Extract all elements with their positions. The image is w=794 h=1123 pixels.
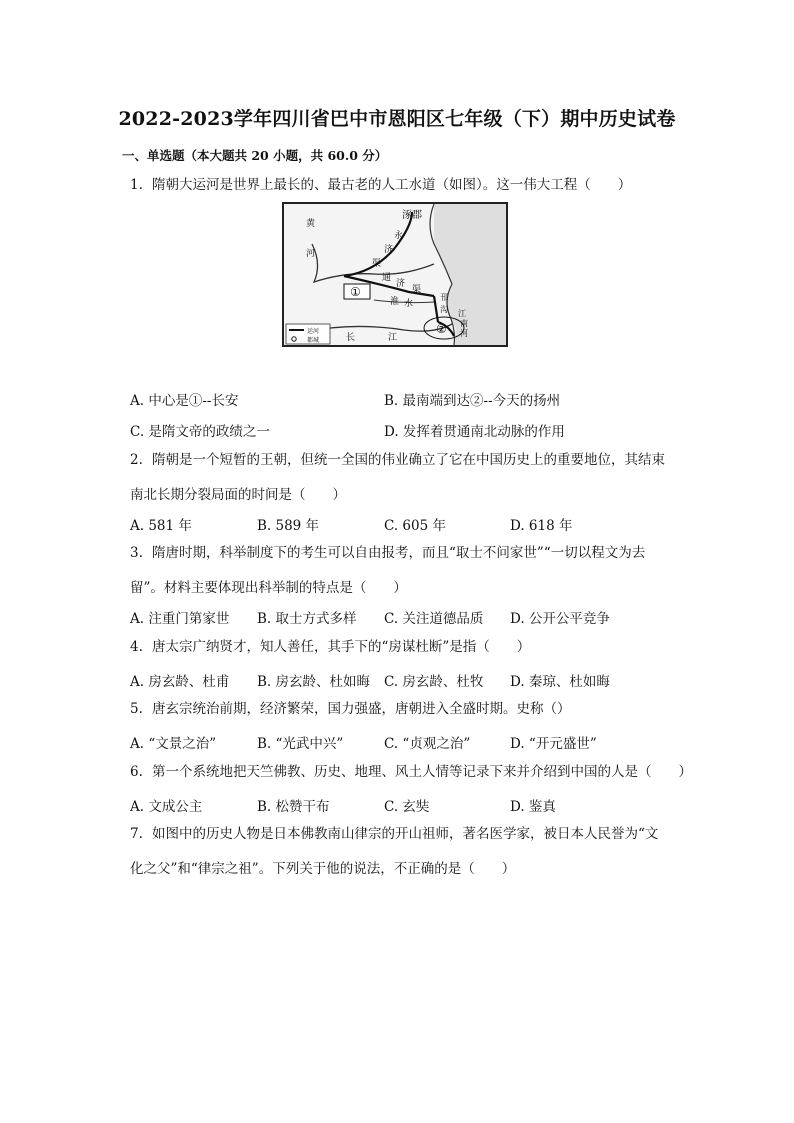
label-shui: 水	[404, 299, 414, 309]
question-number: 6.	[130, 764, 143, 780]
question-text: 隋唐时期，科举制度下的考生可以自由报考，而且“取士不问家世”“一切以程文为去	[152, 545, 646, 561]
option-3a[interactable]: A. 注重门第家世	[130, 611, 230, 627]
question-3-line-2: 留”。材料主要体现出科举制的特点是（ ）	[130, 580, 407, 596]
question-7	[130, 826, 658, 842]
option-4a[interactable]: A. 房玄龄、杜甫	[130, 674, 230, 690]
legend-canal-label: 运河	[307, 328, 320, 335]
question-number: 2.	[130, 452, 143, 468]
label-jiangnan-nan: 南	[460, 319, 468, 328]
label-jiang: 江	[388, 333, 398, 343]
label-huang: 黄	[306, 219, 316, 229]
option-4b[interactable]: B. 房玄龄、杜如晦	[257, 674, 371, 690]
grand-canal-map	[282, 202, 508, 347]
label-huai: 淮	[390, 297, 400, 307]
question-number: 4.	[130, 639, 143, 655]
option-5c[interactable]: C. “贞观之治”	[384, 736, 471, 752]
label-gou: 沟	[440, 305, 448, 314]
question-2	[130, 452, 665, 468]
label-jiangnan-jiang: 江	[458, 309, 466, 318]
label-chang: 长	[346, 333, 356, 343]
label-zhuojun: 涿郡	[402, 210, 422, 221]
label-he: 河	[306, 249, 316, 259]
label-han: 邗	[440, 293, 448, 302]
question-text: 如图中的历史人物是日本佛教南山律宗的开山祖师，著名医学家，被日本人民誉为“文	[152, 826, 659, 842]
question-3	[130, 545, 645, 561]
question-number: 7.	[130, 826, 143, 842]
marker-1-label: ①	[350, 285, 361, 299]
label-ji1: 济	[384, 245, 394, 255]
question-text: 唐玄宗统治前期，经济繁荣，国力强盛，唐朝进入全盛时期。史称（）	[152, 701, 571, 717]
question-5	[130, 701, 571, 717]
question-text: 隋朝是一个短暂的王朝，但统一全国的伟业确立了它在中国历史上的重要地位，其结束	[152, 452, 665, 468]
option-3c[interactable]: C. 关注道德品质	[384, 611, 484, 627]
question-text: 隋朝大运河是世界上最长的、最古老的人工水道（如图）。这一伟大工程（ ）	[152, 177, 632, 193]
question-number: 3.	[130, 545, 143, 561]
option-6d[interactable]: D. 鉴真	[510, 799, 556, 815]
option-5d[interactable]: D. “开元盛世”	[510, 736, 597, 752]
label-yong: 永	[394, 231, 404, 241]
section-heading: 一、单选题（本大题共 20 小题，共 60.0 分）	[122, 148, 388, 163]
option-4c[interactable]: C. 房玄龄、杜牧	[384, 674, 484, 690]
option-2a[interactable]: A. 581 年	[130, 518, 192, 534]
question-number: 1.	[130, 177, 143, 193]
label-qu2: 渠	[412, 285, 422, 295]
option-3d[interactable]: D. 公开公平竞争	[510, 611, 610, 627]
marker-2-label: ②	[436, 322, 447, 336]
label-tong: 通	[382, 273, 392, 283]
exam-title: 2022-2023学年四川省巴中市恩阳区七年级（下）期中历史试卷	[118, 108, 676, 130]
option-1c[interactable]: C. 是隋文帝的政绩之一	[130, 424, 270, 440]
option-6a[interactable]: A. 文成公主	[130, 799, 203, 815]
option-1b[interactable]: B. 最南端到达②--今天的扬州	[384, 393, 561, 409]
question-text: 唐太宗广纳贤才，知人善任，其手下的“房谋杜断”是指（ ）	[152, 639, 531, 655]
question-text: 第一个系统地把天竺佛教、历史、地理、风土人情等记录下来并介绍到中国的人是（ ）	[152, 764, 692, 780]
label-ji2: 济	[396, 279, 406, 289]
canal-map-figure	[284, 204, 506, 345]
option-5b[interactable]: B. “光武中兴”	[257, 736, 344, 752]
question-6	[130, 764, 692, 780]
label-jiangnan-he: 河	[460, 329, 468, 338]
question-number: 5.	[130, 701, 143, 717]
option-1d[interactable]: D. 发挥着贯通南北动脉的作用	[384, 424, 565, 440]
question-4	[130, 639, 530, 655]
question-7-line-2: 化之父”和“律宗之祖”。下列关于他的说法，不正确的是（ ）	[130, 861, 516, 877]
option-3b[interactable]: B. 取士方式多样	[257, 611, 357, 627]
option-4d[interactable]: D. 秦琼、杜如晦	[510, 674, 610, 690]
question-1	[130, 177, 631, 193]
option-6b[interactable]: B. 松赞干布	[257, 799, 330, 815]
option-2b[interactable]: B. 589 年	[257, 518, 320, 534]
label-qu1: 渠	[372, 259, 382, 269]
option-2d[interactable]: D. 618 年	[510, 518, 573, 534]
option-1a[interactable]: A. 中心是①--长安	[130, 393, 239, 409]
option-6c[interactable]: C. 玄奘	[384, 799, 430, 815]
question-2-line-2: 南北长期分裂局面的时间是（ ）	[130, 487, 346, 503]
option-2c[interactable]: C. 605 年	[384, 518, 446, 534]
legend-capital-label: 都城	[307, 337, 320, 344]
option-5a[interactable]: A. “文景之治”	[130, 736, 217, 752]
